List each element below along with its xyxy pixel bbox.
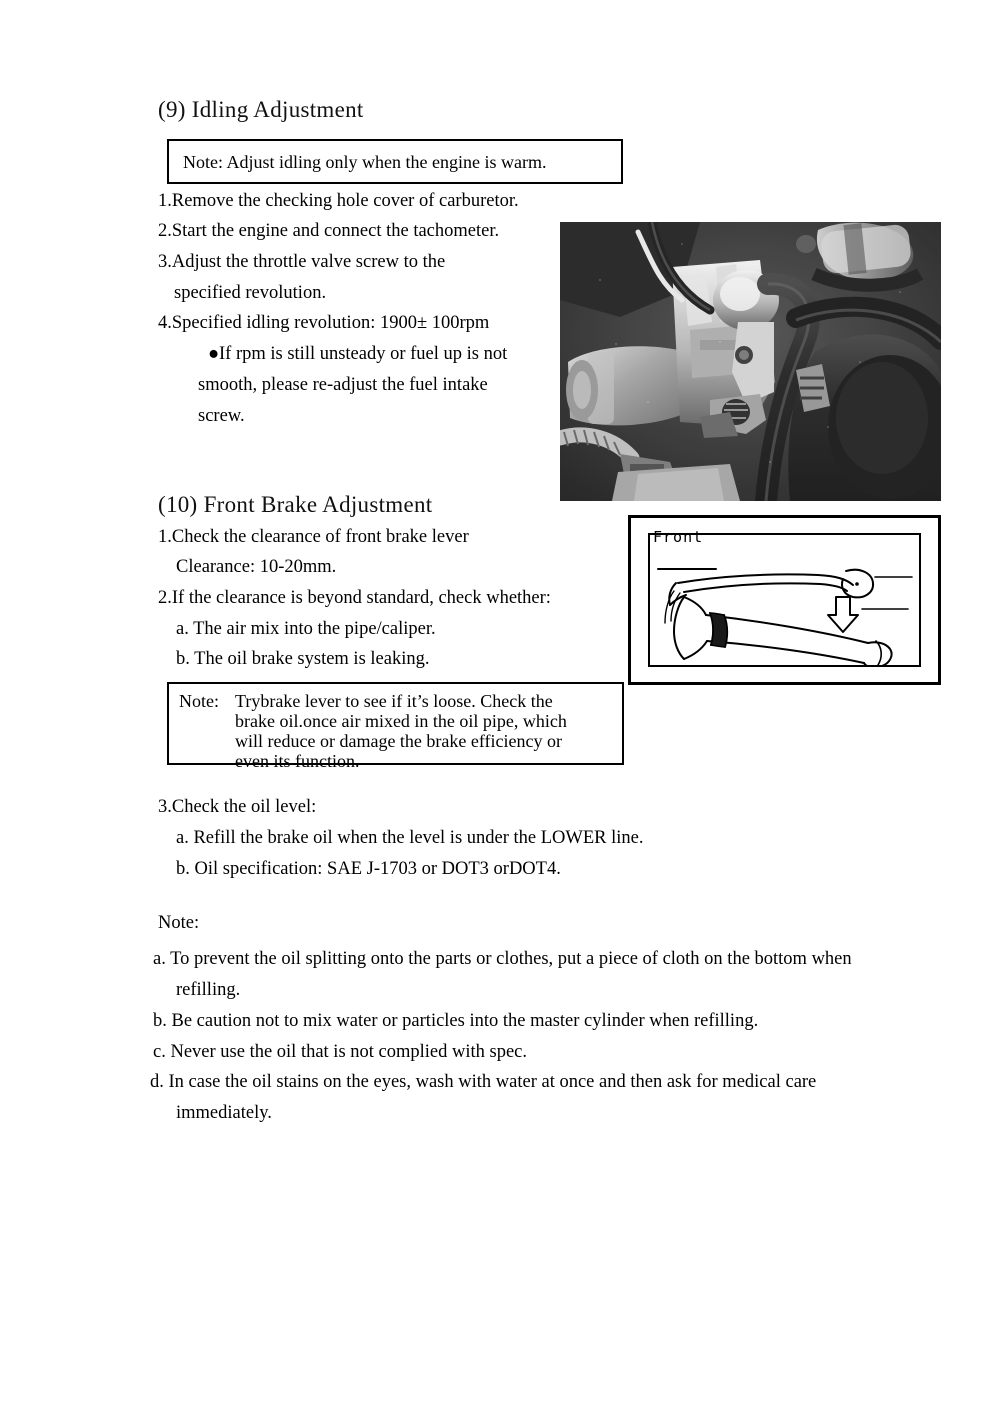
idling-step-3-cont: specified revolution.	[174, 283, 327, 303]
diagram-front-label: Front	[653, 528, 704, 546]
idling-step-3: 3.Adjust the throttle valve screw to the	[158, 252, 446, 272]
front-brake-lever-drawing	[650, 535, 921, 667]
idling-bullet-marker: ●	[208, 344, 220, 364]
section-heading-idling-adjustment: (9) Idling Adjustment	[158, 97, 364, 122]
note-box-idling-text: Note: Adjust idling only when the engine is warm.	[183, 152, 547, 172]
final-note-item-d-line-2: immediately.	[176, 1103, 272, 1123]
idling-step-2: 2.Start the engine and connect the tachometer.	[158, 221, 500, 241]
note-box-brake-label: Note:	[179, 691, 219, 711]
brake-step-2: 2.If the clearance is beyond standard, check whether:	[158, 588, 551, 608]
final-note-item-a-line-2: refilling.	[176, 980, 241, 1000]
brake-step-3a: a. Refill the brake oil when the level is under the LOWER line.	[176, 828, 644, 848]
carburetor-photo	[560, 222, 941, 501]
note-box-brake	[167, 682, 624, 772]
front-brake-lever-diagram-inner-frame	[648, 533, 921, 667]
brake-step-2a: a. The air mix into the pipe/caliper.	[176, 619, 436, 639]
brake-step-1: 1.Check the clearance of front brake lever	[158, 527, 469, 547]
idling-bullet-line-2: smooth, please re-adjust the fuel intake	[198, 375, 488, 395]
final-note-item-d-line-1: d. In case the oil stains on the eyes, wash with water at once and then ask for medical care	[150, 1072, 817, 1092]
final-note-label: Note:	[158, 913, 200, 933]
final-note-item-a-line-1: a. To prevent the oil splitting onto the parts or clothes, put a piece of cloth on the bottom when	[153, 949, 852, 969]
final-note-item-b: b. Be caution not to mix water or particles into the master cylinder when refilling.	[153, 1011, 759, 1031]
idling-step-4: 4.Specified idling revolution: 1900± 100rpm	[158, 313, 490, 333]
section-heading-front-brake-adjustment: (10) Front Brake Adjustment	[158, 492, 433, 517]
brake-step-1-cont: Clearance: 10-20mm.	[176, 557, 337, 577]
brake-step-3b: b. Oil specification: SAE J-1703 or DOT3 orDOT4.	[176, 859, 561, 879]
idling-bullet-line-1: If rpm is still unsteady or fuel up is not	[219, 344, 508, 364]
note-box-brake-content	[179, 691, 614, 772]
note-box-brake-line-3: will reduce or damage the brake efficiency or	[235, 731, 563, 752]
note-box-brake-body	[235, 691, 614, 772]
idling-bullet-line-3: screw.	[198, 406, 245, 426]
front-brake-lever-diagram	[628, 515, 941, 685]
final-note-item-c: c. Never use the oil that is not complied with spec.	[153, 1042, 528, 1062]
brake-step-2b: b. The oil brake system is leaking.	[176, 649, 430, 669]
note-box-brake-line-2: brake oil.once air mixed in the oil pipe, which	[235, 711, 567, 732]
note-box-idling	[167, 139, 623, 184]
carburetor-photo-image	[560, 222, 941, 501]
brake-step-3: 3.Check the oil level:	[158, 797, 317, 817]
idling-step-1: 1.Remove the checking hole cover of carburetor.	[158, 191, 519, 211]
note-box-brake-line-4: even its function.	[235, 751, 360, 772]
note-box-brake-line-1: Trybrake lever to see if it’s loose. Check the	[235, 691, 553, 711]
